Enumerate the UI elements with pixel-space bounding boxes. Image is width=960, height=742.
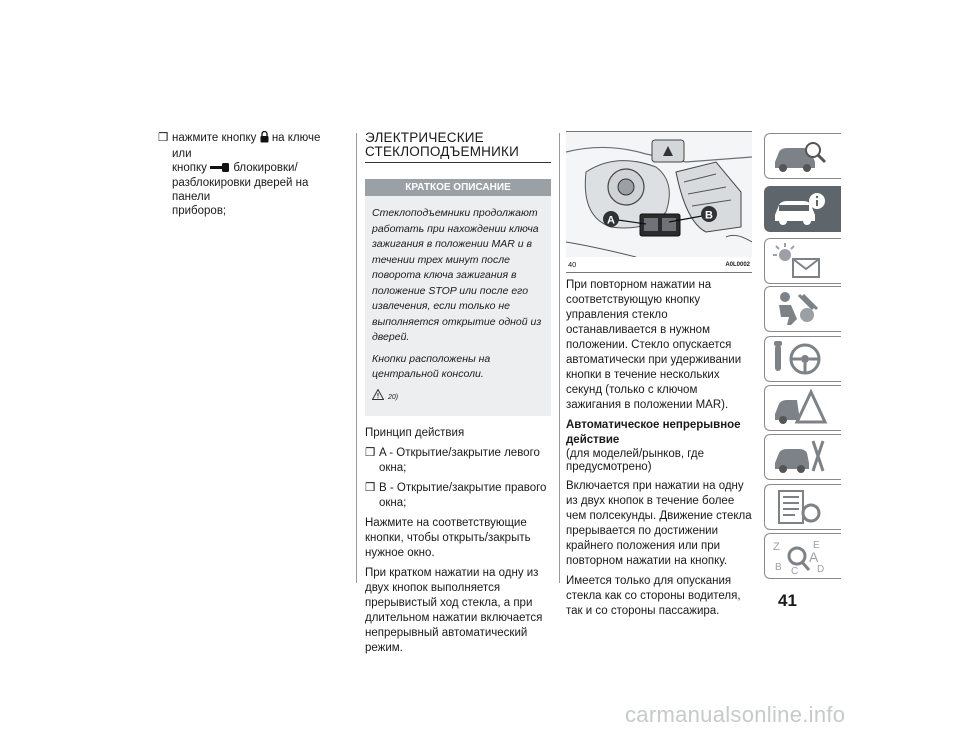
figure-caption — [566, 260, 752, 273]
body-paragraph-1: Нажмите на соответствующие кнопки, чтобы открыть/закрыть нужное окно. — [365, 517, 531, 559]
svg-text:C: C — [791, 566, 799, 576]
page-number: 41 — [778, 591, 797, 610]
auto-mode-note: (для моделей/рынков, где предусмотрено) — [566, 448, 705, 473]
tab-airbag[interactable] — [764, 286, 841, 332]
summary-box — [365, 196, 551, 416]
principle-section — [365, 426, 551, 656]
svg-text:E: E — [813, 540, 820, 551]
tab-emergency[interactable] — [764, 385, 841, 431]
body-paragraph-4: Включается при нажатии на одну из двух кнопок в течение более чем полсекунды. Движение стекла прерывается по достижении крайнего положения или при повторном нажатии на кнопку. — [566, 480, 752, 567]
list-item-a: ❒ A - Открытие/закрытие левого окна; — [365, 447, 540, 474]
title-rule — [365, 162, 551, 163]
car-search-icon — [769, 136, 829, 176]
svg-text:Z: Z — [773, 541, 780, 553]
steering-wheel-icon — [769, 339, 829, 379]
technical-data-icon — [769, 487, 829, 527]
section-title: ЭЛЕКТРИЧЕСКИЕ СТЕКЛОПОДЪЕМНИКИ — [365, 130, 519, 159]
column-divider — [559, 133, 560, 583]
tab-warning-lights[interactable] — [764, 238, 841, 284]
figure-code: A0L0002 — [725, 262, 750, 268]
left-column-text — [158, 131, 338, 218]
watermark: carmanualsonline.info — [625, 702, 846, 727]
list-item-b: ❒ B - Открытие/закрытие правого окна; — [365, 482, 547, 509]
console-figure — [566, 131, 752, 257]
warning-lights-icon — [769, 241, 829, 281]
index-alphabet-icon — [769, 536, 829, 576]
tab-maintenance[interactable] — [764, 434, 841, 480]
figure-number: 40 — [568, 260, 577, 269]
car-service-icon — [769, 437, 829, 477]
warning-triangle-icon — [372, 389, 384, 407]
middle-column — [365, 131, 551, 656]
console-illustration — [566, 132, 752, 257]
body-paragraph-2: При кратком нажатии на одну из двух кнопок выполняется прерывистый ход стекла, а при длительном нажатии включается непрерывный автоматический режим. — [365, 567, 543, 654]
auto-mode-heading: Автоматическое непрерывное действие — [566, 419, 741, 446]
summary-paragraph-2: Кнопки расположены на центральной консоли. — [372, 352, 491, 380]
tab-index[interactable] — [764, 533, 841, 579]
tab-car-search[interactable] — [764, 133, 841, 179]
tab-driving[interactable] — [764, 336, 841, 382]
tab-technical-data[interactable] — [764, 484, 841, 530]
car-info-icon — [769, 189, 829, 229]
principle-heading: Принцип действия — [365, 427, 465, 439]
summary-paragraph-1: Стеклоподъемники продолжают работать при нахождении ключа зажигания в положении MAR и в течении трех минут после поворота ключа зажигания в положение STOP или после его извлечения, если только не выполняется открытие одной из дверей. — [372, 207, 542, 343]
bullet-item-lock: ❒ нажмите кнопку на ключе или кнопку блокировки/ разблокировки дверей на панели приборов; — [158, 132, 321, 217]
summary-header: КРАТКОЕ ОПИСАНИЕ — [365, 179, 551, 196]
column-divider — [356, 133, 357, 583]
figure-label-a: A — [607, 214, 615, 227]
body-paragraph-3: При повторном нажатии на соответствующую кнопку управления стекло останавливается в нужном положении. Стекло опускается автоматически при удерживании кнопки в течение нескольких секунд (только с ключом зажигания в положении MAR). — [566, 279, 742, 411]
svg-text:D: D — [817, 564, 825, 575]
svg-text:B: B — [775, 562, 782, 573]
tab-car-info[interactable] — [764, 186, 841, 232]
svg-text:A: A — [809, 549, 819, 565]
key-icon — [210, 162, 230, 176]
right-column-text — [566, 278, 752, 619]
right-column — [566, 131, 752, 619]
warning-reference: 20) — [372, 389, 543, 407]
figure-label-b: B — [705, 209, 713, 222]
bullet-box: ❒ — [158, 132, 169, 144]
breakdown-triangle-icon — [769, 388, 829, 428]
airbag-passenger-icon — [769, 289, 829, 329]
lock-key-icon — [260, 131, 269, 147]
body-paragraph-5: Имеется только для опускания стекла как со стороны водителя, так и со стороны пассажира. — [566, 575, 741, 617]
